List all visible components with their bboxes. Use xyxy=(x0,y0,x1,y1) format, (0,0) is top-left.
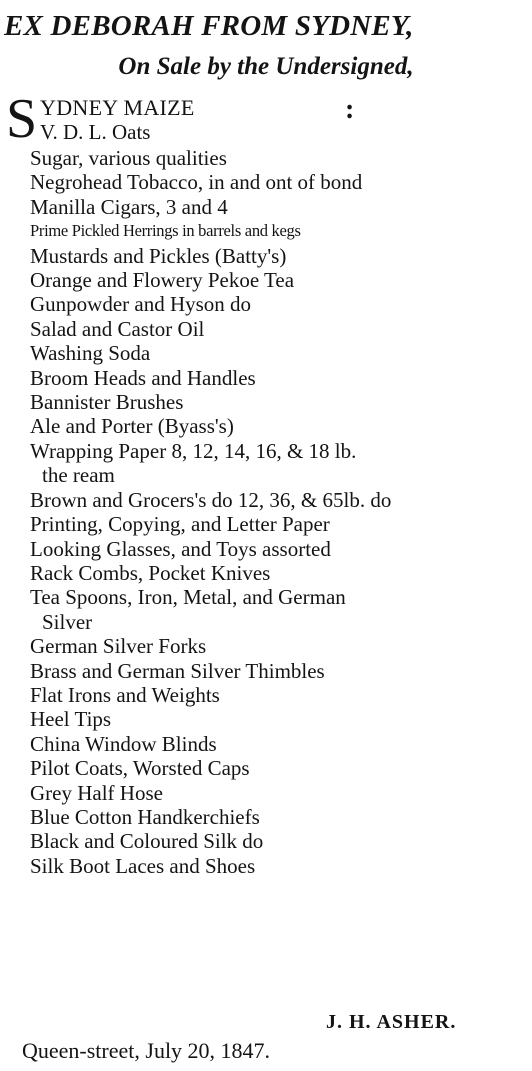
list-item: Wrapping Paper 8, 12, 14, 16, & 18 lb. xyxy=(30,438,357,463)
list-item: Bannister Brushes xyxy=(30,390,184,415)
list-item: Rack Combs, Pocket Knives xyxy=(30,560,271,585)
list-item: Prime Pickled Herrings in barrels and kegs xyxy=(30,221,301,241)
dateline: Queen-street, July 20, 1847. xyxy=(22,1038,271,1063)
list-item: Grey Half Hose xyxy=(30,780,163,805)
list-item: Gunpowder and Hyson do xyxy=(30,292,252,317)
subheadline: On Sale by the Undersigned, xyxy=(118,53,414,80)
list-item: Orange and Flowery Pekoe Tea xyxy=(30,268,295,293)
list-item: Manilla Cigars, 3 and 4 xyxy=(30,194,228,219)
list-item: Silk Boot Laces and Shoes xyxy=(30,853,256,878)
headline: EX DEBORAH FROM SYDNEY, xyxy=(4,10,414,42)
list-item: Tea Spoons, Iron, Metal, and German xyxy=(30,585,346,610)
list-item: Mustards and Pickles (Batty's) xyxy=(30,243,287,268)
drop-cap: S xyxy=(6,88,38,150)
list-item: Ale and Porter (Byass's) xyxy=(30,414,234,439)
list-item: Brass and German Silver Thimbles xyxy=(30,658,325,683)
list-item: Pilot Coats, Worsted Caps xyxy=(30,756,250,781)
second-item: V. D. L. Oats xyxy=(40,120,151,144)
list-item: Looking Glasses, and Toys assorted xyxy=(30,536,331,561)
list-item: Broom Heads and Handles xyxy=(30,365,256,390)
item-list xyxy=(30,146,526,878)
list-item: Negrohead Tobacco, in and ont of bond xyxy=(30,170,363,195)
list-item: Washing Soda xyxy=(30,341,151,366)
list-item: Brown and Grocers's do 12, 36, & 65lb. do xyxy=(30,487,392,512)
list-item: Flat Irons and Weights xyxy=(30,682,220,707)
merchant-signature: J. H. ASHER. xyxy=(326,1011,457,1033)
list-item: Printing, Copying, and Letter Paper xyxy=(30,512,330,537)
first-item-mark: : xyxy=(345,94,355,125)
list-item: Black and Coloured Silk do xyxy=(30,829,264,854)
list-item: Sugar, various qualities xyxy=(30,146,227,170)
list-item: China Window Blinds xyxy=(30,731,217,756)
list-item-continuation: the ream xyxy=(42,463,115,488)
list-item: Salad and Castor Oil xyxy=(30,316,205,341)
list-item-continuation: Silver xyxy=(42,609,93,634)
list-item: German Silver Forks xyxy=(30,634,207,659)
list-item: Blue Cotton Handkerchiefs xyxy=(30,804,260,829)
first-item: YDNEY MAIZE xyxy=(40,95,195,120)
list-item: Heel Tips xyxy=(30,707,112,732)
